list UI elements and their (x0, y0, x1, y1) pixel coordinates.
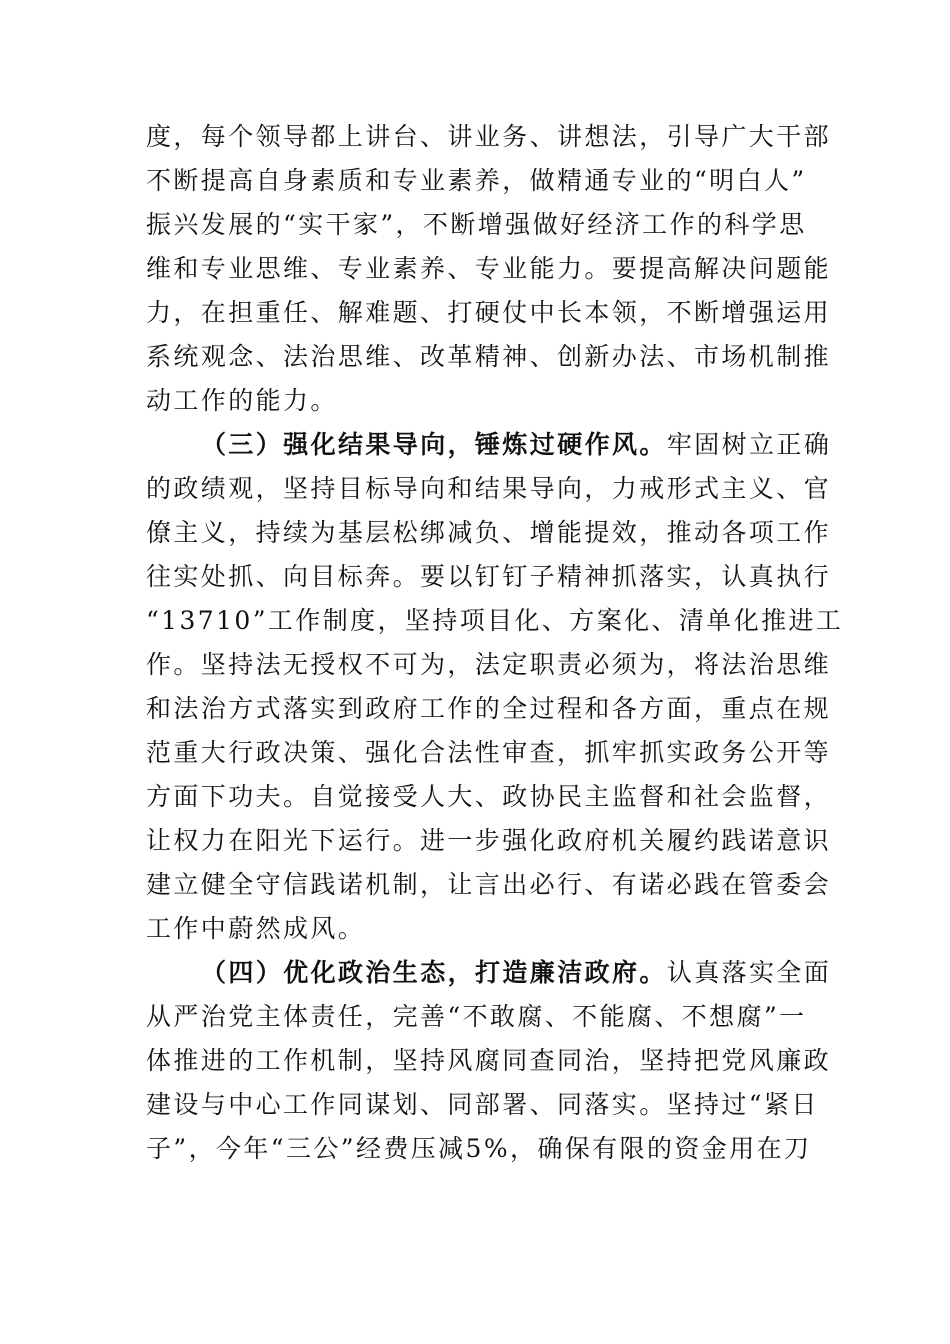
section-3-first-line (201, 423, 831, 467)
text-line: 体推进的工作机制，坚持风腐同查同治，坚持把党风廉政 (146, 1046, 832, 1075)
section-3-heading: （三）强化结果导向，锤炼过硬作风。 (201, 430, 667, 459)
text-line: 的政绩观，坚持目标导向和结果导向，力戒形式主义、官 (146, 474, 832, 503)
text-line: 作。坚持法无授权不可为，法定职责必须为，将法治思维 (146, 650, 832, 679)
text-line: 从严治党主体责任，完善“不敢腐、不能腐、不想腐”一 (146, 1002, 807, 1031)
text-line: 子”，今年“三公”经费压减5%，确保有限的资金用在刀 (146, 1134, 812, 1163)
text-line: 不断提高自身素质和专业素养，做精通专业的“明白人” (146, 166, 807, 195)
text-line: 僚主义，持续为基层松绑减负、增能提效，推动各项工作 (146, 518, 832, 547)
text-line: 振兴发展的“实干家”，不断增强做好经济工作的科学思 (146, 210, 807, 239)
text-line: 度，每个领导都上讲台、讲业务、讲想法，引导广大干部 (146, 122, 832, 151)
section-4-heading: （四）优化政治生态，打造廉洁政府。 (201, 958, 667, 987)
text-line: 和法治方式落实到政府工作的全过程和各方面，重点在规 (146, 694, 832, 723)
text-line: 让权力在阳光下运行。进一步强化政府机关履约践诺意识 (146, 826, 832, 855)
text-line: 方面下功夫。自觉接受人大、政协民主监督和社会监督， (146, 782, 832, 811)
text-line: 往实处抓、向目标奔。要以钉钉子精神抓落实，认真执行 (146, 562, 832, 591)
text-line: 动工作的能力。 (146, 386, 338, 415)
section-3-lead-text: 牢固树立正确 (666, 430, 832, 459)
text-line: 建立健全守信践诺机制，让言出必行、有诺必践在管委会 (146, 870, 832, 899)
text-line: 系统观念、法治思维、改革精神、创新办法、市场机制推 (146, 342, 832, 371)
section-4-first-line (201, 951, 831, 995)
text-line: 维和专业思维、专业素养、专业能力。要提高解决问题能 (146, 254, 832, 283)
text-line: 力，在担重任、解难题、打硬仗中长本领，不断增强运用 (146, 298, 832, 327)
section-4-lead-text: 认真落实全面 (666, 958, 832, 987)
text-line: “13710”工作制度，坚持项目化、方案化、清单化推进工 (146, 606, 844, 635)
text-line: 工作中蔚然成风。 (146, 914, 366, 943)
text-line: 范重大行政决策、强化合法性审查，抓牢抓实政务公开等 (146, 738, 832, 767)
text-line: 建设与中心工作同谋划、同部署、同落实。坚持过“紧日 (146, 1090, 819, 1119)
